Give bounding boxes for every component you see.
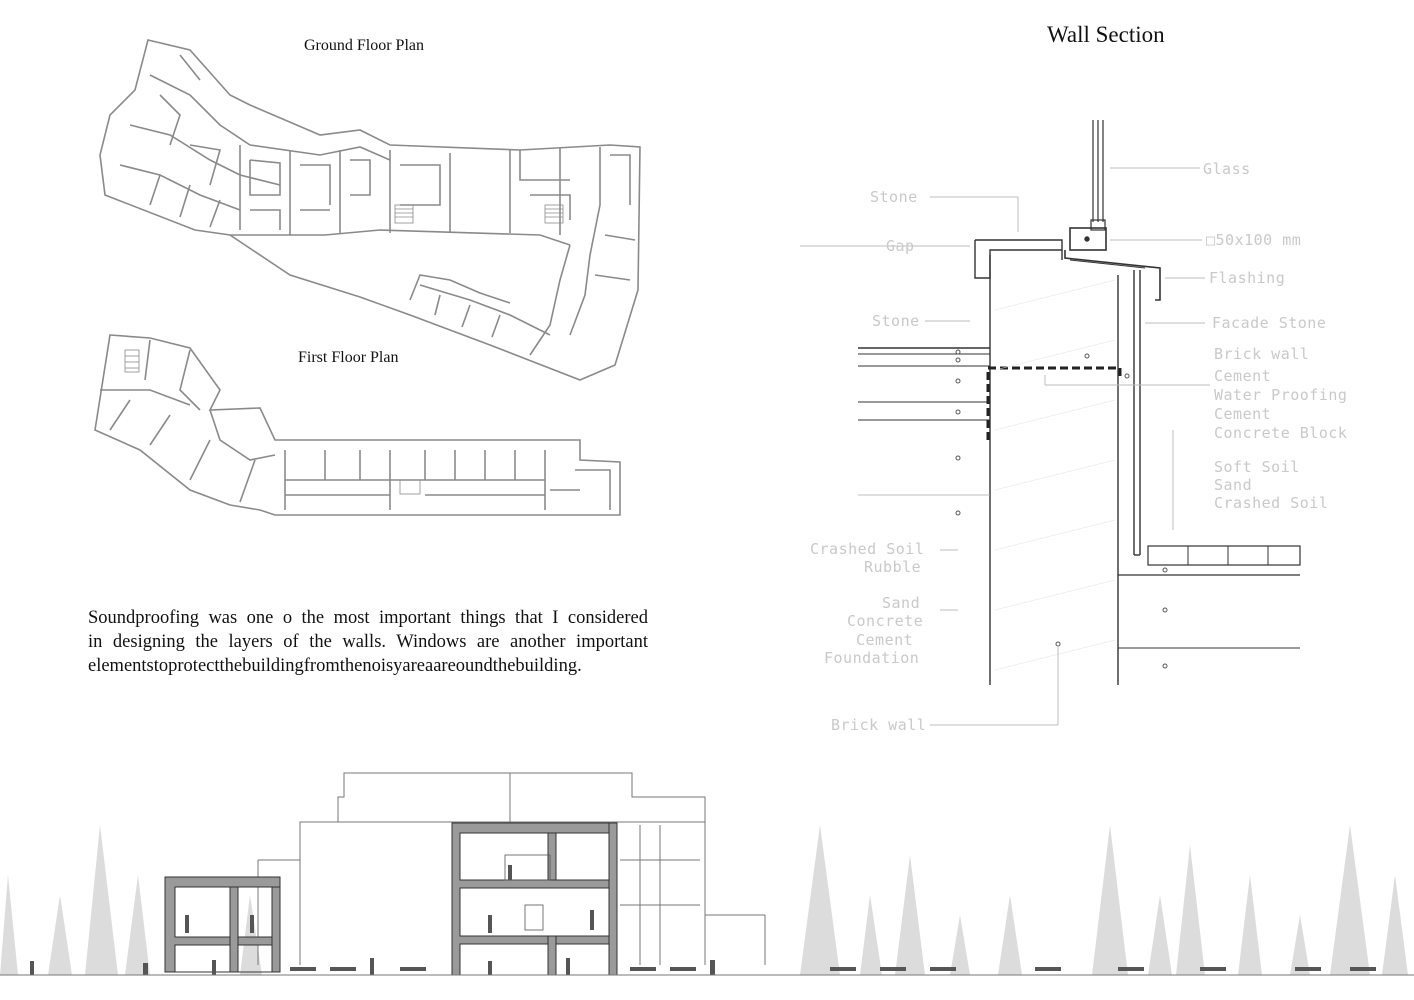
label-cement-1: Cement bbox=[1214, 367, 1272, 385]
label-flashing: Flashing bbox=[1209, 269, 1286, 287]
first-floor-plan-title: First Floor Plan bbox=[298, 349, 399, 366]
label-cement-2: Cement bbox=[1214, 405, 1272, 423]
label-facade-stone: Facade Stone bbox=[1212, 314, 1327, 332]
label-concrete: Concrete bbox=[847, 612, 924, 630]
ground-floor-plan-title: Ground Floor Plan bbox=[304, 37, 424, 54]
label-rubble: Rubble bbox=[864, 558, 922, 576]
label-foundation: Foundation bbox=[824, 649, 920, 667]
label-stone-left: Stone bbox=[872, 312, 920, 330]
label-glass: Glass bbox=[1203, 160, 1251, 178]
label-sand-right: Sand bbox=[1214, 476, 1253, 494]
label-frame: □50x100 mm bbox=[1206, 231, 1302, 249]
label-crashed-soil-left: Crashed Soil bbox=[810, 540, 925, 558]
label-concrete-block: Concrete Block bbox=[1214, 424, 1348, 442]
label-water-proofing: Water Proofing bbox=[1214, 386, 1348, 404]
label-brick-wall-right: Brick wall bbox=[1214, 345, 1310, 363]
description-text bbox=[88, 606, 648, 678]
label-gap: Gap bbox=[886, 237, 915, 255]
wall-section-drawing bbox=[800, 110, 1360, 750]
first-floor-plan bbox=[90, 330, 630, 525]
section-block-left bbox=[165, 877, 280, 972]
description-line-3: elementstoprotectthebuildingfromthenoisyareaareoundthebuilding. bbox=[88, 656, 582, 676]
section-block-main bbox=[452, 823, 617, 975]
label-cement-left: Cement bbox=[856, 631, 914, 649]
wall-section-title: Wall Section bbox=[1047, 22, 1165, 47]
description-line-1: Soundproofing was one o the most important things that I considered bbox=[88, 608, 648, 628]
label-crashed-soil-right: Crashed Soil bbox=[1214, 494, 1329, 512]
background-trees bbox=[0, 825, 1408, 975]
label-soft-soil: Soft Soil bbox=[1214, 458, 1300, 476]
description-line-2: in designing the layers of the walls. Windows are another important bbox=[88, 632, 648, 652]
label-brick-wall-bottom: Brick wall bbox=[831, 716, 927, 734]
label-stone-top: Stone bbox=[870, 188, 918, 206]
building-section-elevation bbox=[0, 765, 1414, 985]
label-sand-left: Sand bbox=[882, 594, 921, 612]
